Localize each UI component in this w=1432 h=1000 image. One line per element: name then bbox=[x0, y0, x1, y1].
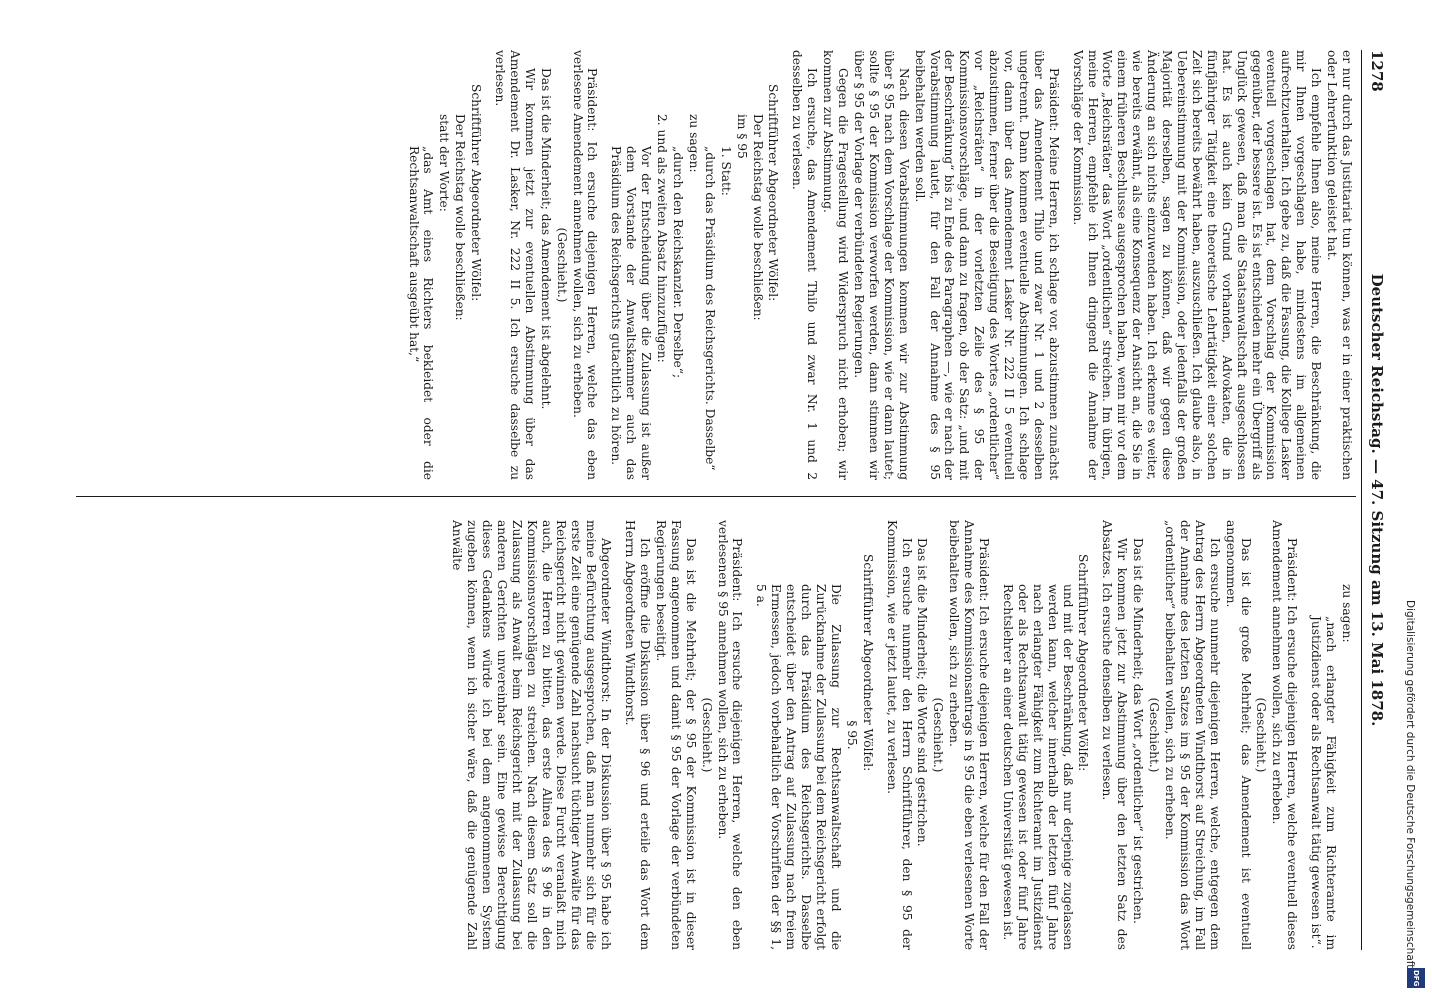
paragraph: (Geschieht.) bbox=[554, 227, 569, 303]
paragraph: Der Reichstag wolle beschließen: bbox=[453, 114, 468, 321]
paragraph: Das ist die Minderheit; die Worte sind gestrichen. bbox=[915, 538, 930, 847]
paragraph: er nur durch das Justitariat tun können, was er in einer praktischen oder Lehrerfunktion geleistet hat. bbox=[1325, 50, 1354, 480]
paragraph: „das Amt eines Richters bekleidet oder die Rechtsanwaltschaft ausgeübt hat,“ bbox=[406, 146, 436, 480]
paragraph: Das ist die große Mehrheit; das Amendement ist eventuell angenommen. bbox=[1223, 520, 1253, 950]
paragraph: Präsident: Ich ersuche diejenigen Herren, welche eventuell dieses Amendement annehmen wollen, sich zu erheben. bbox=[1270, 520, 1300, 950]
paragraph: Abgeordneter Windthorst: In der Diskussion über § 95 habe ich meine Befürchtung ausgesprochen, daß man nunmehr sich für die erste Zeit eine genügende Zahl nachsucht tüchtiger Anwälte für das Reichsgericht nicht gewinnen werde. Diese Furcht veranlaßt mich auch, die Herren zu bitten, das erste Alinea des § 96 in den Kommissionsvorschlägen zu streichen. Nach diesem Satz soll die Zulassung als Anwalt beim Reichsgericht mit der Zulassung bei anderen Gerichten unvereinbar sein. Eine gewisse Berechtigung dieses Gedankens würde ich bei dem angenommenen System zugeben können, wenn ich sicher wäre, daß die genügende Zahl Anwälte bbox=[450, 520, 614, 950]
paragraph: 1. Statt: bbox=[718, 146, 733, 196]
paragraph-gap bbox=[991, 520, 999, 950]
running-title: Deutscher Reichstag. — 47. Sitzung am 13. Mai 1878. bbox=[1368, 273, 1386, 727]
paragraph: Schriftführer Abgeordneter Wölfel: bbox=[469, 84, 484, 302]
paragraph-gap bbox=[613, 520, 621, 950]
paragraph: Präsident: Ich ersuche diejenigen Herren, welche den eben verlesenen § 95 annehmen wollen, sich zu erheben. bbox=[715, 520, 745, 950]
paragraph: „nach erlangter Fähigkeit zum Richteramte im Justizdienst oder als Rechtsanwalt tätig gewesen ist“. bbox=[1309, 616, 1339, 950]
paragraph: (Geschieht.) bbox=[699, 697, 714, 773]
dfg-logo-text: DFG bbox=[1412, 969, 1420, 987]
paragraph: 2. und als zweiten Absatz hinzuzufügen: bbox=[655, 114, 670, 363]
page-header bbox=[1361, 50, 1388, 950]
paragraph: Ich eröffne die Diskussion über § 96 und erteile das Wort dem Herrn Abgeordneten Windthorst. bbox=[623, 520, 653, 950]
paragraph: Präsident: Ich ersuche diejenigen Herren, welche das eben verlesene Amendement annehmen wollen, sich zu erheben. bbox=[570, 50, 600, 480]
paragraph: Das ist die Minderheit; das Amendement ist abgelehnt. bbox=[538, 68, 553, 410]
paragraph: Vor der Entscheidung über die Zulassung ist außer dem Vorstande der Anwaltskammer auch das Präsidium des Reichsgerichts gutachtlich zu hören. bbox=[609, 146, 654, 480]
paragraph: Das ist die Mehrheit; der § 95 der Kommission ist in dieser Fassung angenommen und damit § 95 der Vorlage der verbündeten Regierungen beseitigt. bbox=[653, 520, 698, 950]
paragraph: Der Reichstag wolle beschließen: bbox=[750, 114, 765, 321]
paragraph: Das ist die Minderheit; das Wort „ordentlicher“ ist gestrichen. bbox=[1131, 538, 1146, 924]
paragraph: Ich empfehle Ihnen also, meine Herren, die Beschränkung, die mir Ihnen vorgeschlagen habe, mindestens im allgemeinen aufrechtzuerhalten. Ich gebe zu, daß die Fassung, die Kollege Lasker eventuell vorgeschlagen hat, dem Vorschlag der Kommission gegenüber, der bessere ist. Es ist entschieden mehr ein Übergriff als Unglück gewesen, daß man die Staatsanwaltschaft ausgeschlossen hat. Es ist auch kein Grund vorhanden, Advokaten, die in fünfjähriger Tätigkeit eine theoretische Lehrtätigkeit einer solchen Zeit sich bereits bewährt haben, auszuschließen. Ich glaube also, in Uebereinstimmung mit der Kommission, oder jedenfalls der großen Majorität derselben, sagen zu können, daß wir gegen diese Änderung an sich nichts einzuwenden haben. Ich erkenne es weiter, wie bereits erwähnt, als eine Konsequenz der Ansicht an, die Sie in einem früheren Beschlusse ausgesprochen haben, wenn mir vor dem Worte „Reichsräten“ das Wort „ordentlichen“ streichen. Im übrigen, meine Herren, empfehle ich Ihnen dringend die Annahme der Vorschläge der Kommission. bbox=[1070, 50, 1324, 480]
paragraph: Nach diesen Vorabstimmungen kommen wir zur Abstimmung über § 95 nach dem Vorschlage der Kommission, wie er dann lautet; sollte § 95 der Kommission verworfen werden, dann stimmen wir über § 95 der Vorlage der verbündeten Regierungen. bbox=[852, 50, 911, 480]
paragraph: zu sagen: bbox=[686, 114, 701, 173]
digitization-note: Digitalisierung gefördert durch die Deutsche Forschungsgemeinschaft bbox=[1404, 600, 1416, 969]
paragraph: statt der Worte: bbox=[437, 114, 452, 212]
paragraph: Gegen die Fragestellung wird Widerspruch nicht erhoben; wir kommen zur Abstimmung. bbox=[821, 50, 851, 480]
paragraph: „durch das Präsidium des Reichsgerichts. Dasselbe“ bbox=[702, 146, 717, 471]
paragraph-gap bbox=[483, 50, 491, 480]
paragraph-gap bbox=[875, 520, 883, 950]
paragraph-gap bbox=[1091, 520, 1099, 950]
paragraph: zu sagen: bbox=[1340, 584, 1354, 643]
paragraph-gap bbox=[600, 50, 608, 480]
paragraph-gap bbox=[1061, 50, 1069, 480]
paragraph: Präsident: Meine Herren, ich schlage vor, abzustimmen zunächst über das Amendement Thilo und zwar Nr. 1 und 2 desselben ungetrennt. Dann kommen eventuelle Abstimmungen. Ich schlage vor, dann über das Amendement Lasker Nr. 222 II 5 eventuell abzustimmen, ferner über die Beseitigung des Wortes „ordentlicher“ vor „Reichsräten“ in der vorletzten Zeile des § 95 der Kommissionsvorschläge, und dann zu fragen, ob der Satz: „und mit der Beschränkung“ bis zu Ende des Paragraphen —, wie er nach der Vorabstimmung lautet, für den Fall der Annahme des § 95 beibehalten werden soll. bbox=[912, 50, 1061, 480]
paragraph: Ich ersuche nunmehr den Herrn Schriftführer, den § 95 der Kommission, wie er jetzt lautet, zu verlesen. bbox=[884, 520, 914, 950]
rotated-document-sheet bbox=[30, 0, 1400, 1000]
paragraph: Schriftführer Abgeordneter Wölfel: bbox=[1076, 554, 1091, 772]
paragraph: (Geschieht.) bbox=[931, 697, 946, 773]
paragraph: (Geschieht.) bbox=[1147, 697, 1162, 773]
paragraph: Wir kommen jetzt zur eventuellen Abstimmung über das Amendement Dr. Lasker, Nr. 222 II 5. Ich ersuche dasselbe zu verlesen. bbox=[493, 50, 537, 480]
dfg-logo-icon bbox=[1407, 968, 1425, 988]
paragraph-gap bbox=[744, 520, 752, 950]
paragraph: Die Zulassung zur Rechtsanwaltschaft und die Zurücknahme der Zulassung bei dem Reichsgericht erfolgt durch das Präsidium des Reichsgerichts. Dasselbe entscheidet über den Antrag auf Zulassung nach freiem Ermessen, jedoch vorbehaltlich der Vorschriften der §§ 1, 5 a. bbox=[754, 584, 843, 950]
paragraph: Ich ersuche nunmehr diejenigen Herren, welche, entgegen dem Antrag des Herrn Abgeordneten Windthorst auf Streichung, im Fall der Annahme des letzten Satzes im § 95 der Kommission das Wort „ordentlicher“ beibehalten wollen, sich zu erheben. bbox=[1163, 520, 1222, 950]
paragraph-gap bbox=[780, 50, 788, 480]
left-text-column bbox=[44, 50, 1354, 480]
paragraph: Wir kommen jetzt zur Abstimmung über den letzten Satz des Absatzes. Ich ersuche denselben zu verlesen. bbox=[1100, 520, 1130, 950]
paragraph: Schriftführer Abgeordneter Wölfel: bbox=[860, 554, 875, 772]
column-divider bbox=[76, 496, 1356, 497]
page-number: 1278 bbox=[1368, 50, 1386, 92]
paragraph-gap bbox=[1299, 520, 1307, 950]
paragraph: § 95. bbox=[844, 720, 859, 750]
paragraph: Ich ersuche, das Amendement Thilo und zwar Nr. 1 und 2 desselben zu verlesen. bbox=[790, 50, 820, 480]
paragraph: „durch den Reichskanzler. Derselbe“; bbox=[671, 146, 686, 379]
right-text-column bbox=[44, 520, 1354, 950]
paragraph: (Geschieht.) bbox=[1254, 697, 1269, 773]
paragraph: und mit der Beschränkung, daß nur derjenige zugelassen werden kann, welcher innerhalb der letzten fünf Jahre nach erlangter Fähigkeit zum Richteramt im Justizdienst oder als Rechtsanwalt tätig gewesen ist oder fünf Jahre Rechtslehrer an einer deutschen Universität gewesen ist. bbox=[1000, 584, 1075, 950]
paragraph: Präsident: Ich ersuche diejenigen Herren, welche für den Fall der Annahme des Kommissionsantrags in § 95 die eben verlesenen Worte beibehalten wollen, sich zu erheben. bbox=[947, 520, 992, 950]
paragraph: im § 95 bbox=[734, 114, 749, 159]
paragraph: Schriftführer Abgeordneter Wölfel: bbox=[766, 84, 781, 302]
